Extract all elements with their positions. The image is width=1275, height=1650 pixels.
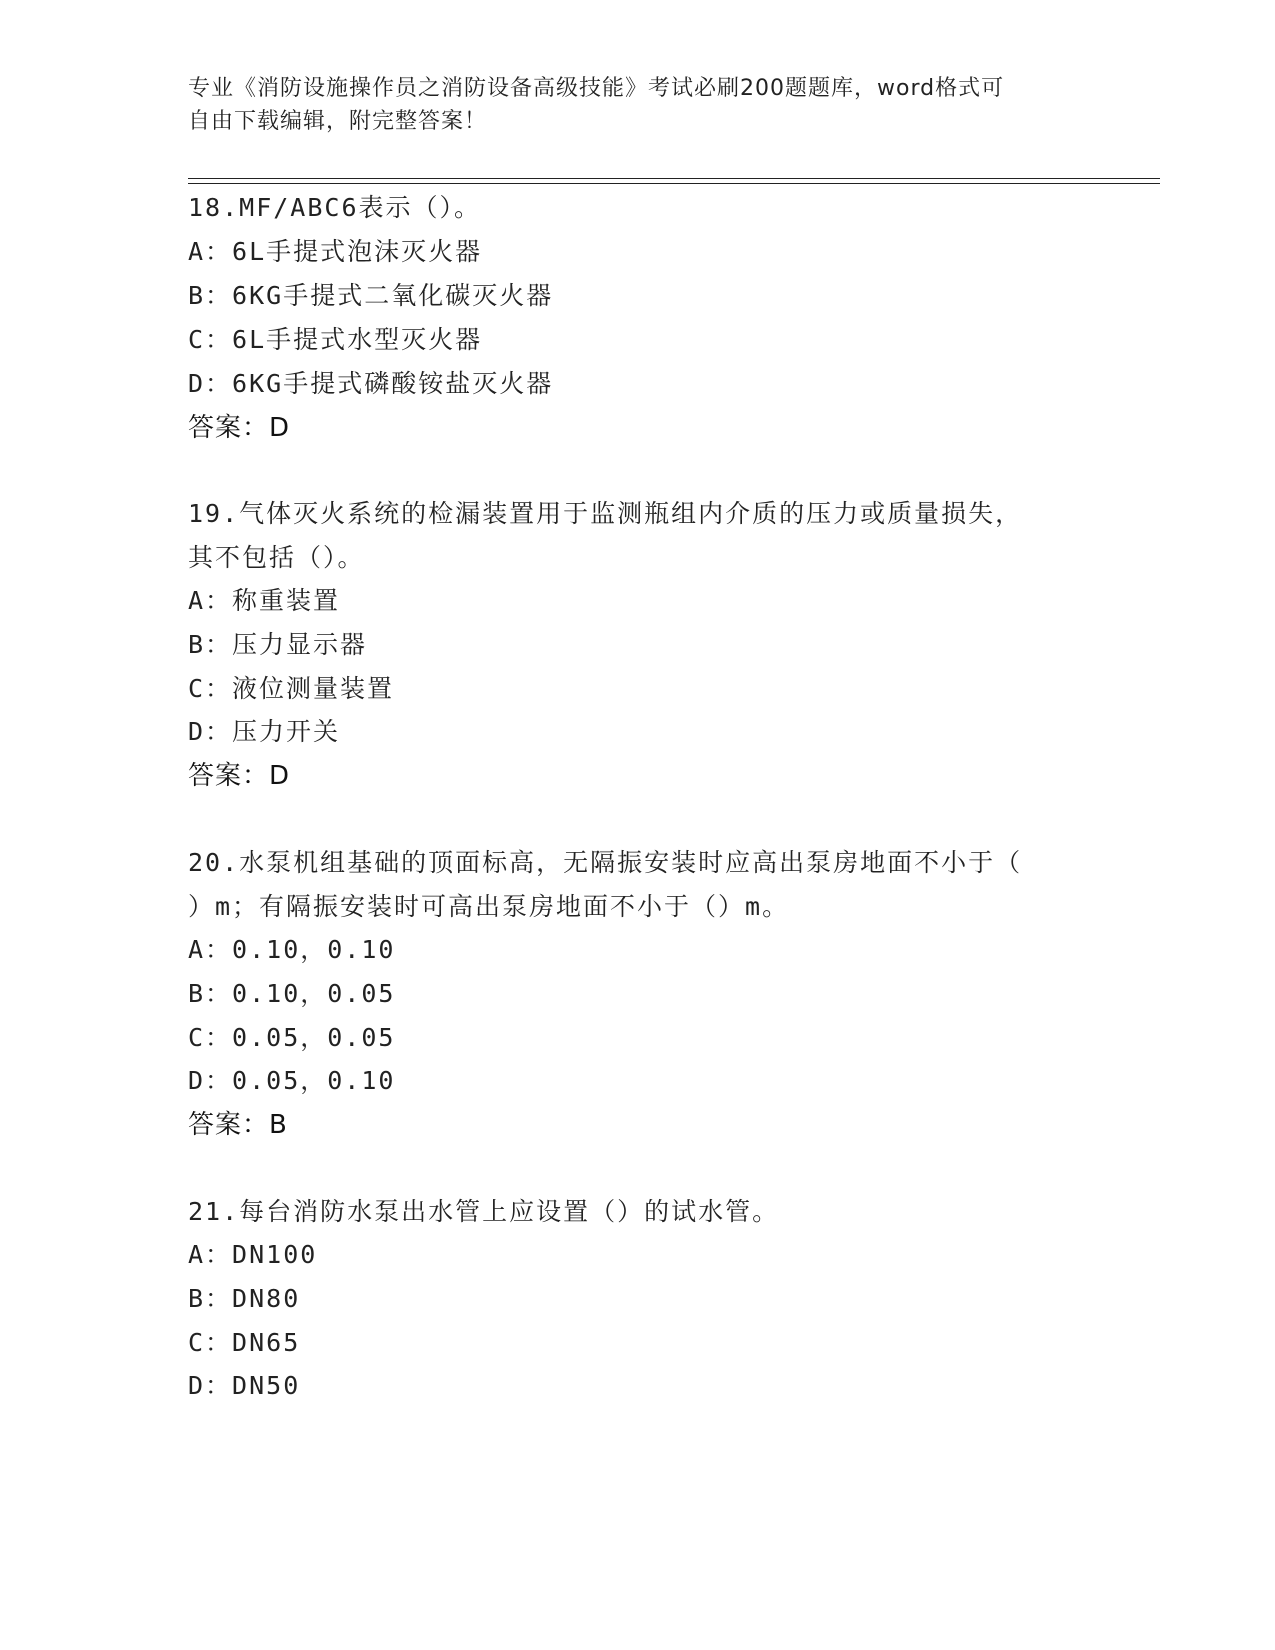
option-a: A：DN100 xyxy=(188,1240,318,1269)
option-d: D：0.05，0.10 xyxy=(188,1066,396,1095)
header-divider-top xyxy=(188,178,1160,179)
header-line-1: 专业《消防设施操作员之消防设备高级技能》考试必刷200题题库，word格式可 xyxy=(188,76,1005,101)
question-stem: 21.每台消防水泵出水管上应设置（）的试水管。 xyxy=(188,1197,780,1226)
answer: 答案：D xyxy=(188,761,291,791)
option-a: A：0.10，0.10 xyxy=(188,935,396,964)
option-a: A：6L手提式泡沫灭火器 xyxy=(188,237,483,266)
option-b: B：压力显示器 xyxy=(188,630,368,659)
answer: 答案：B xyxy=(188,1110,288,1140)
question-stem: 20.水泵机组基础的顶面标高，无隔振安装时应高出泵房地面不小于（ xyxy=(188,848,1023,877)
option-d: D：6KG手提式磷酸铵盐灭火器 xyxy=(188,369,554,398)
question-stem: 18.MF/ABC6表示（）。 xyxy=(188,193,482,222)
answer: 答案：D xyxy=(188,413,291,443)
question-stem-continued: ）m；有隔振安装时可高出泵房地面不小于（）m。 xyxy=(188,892,790,921)
option-d: D：压力开关 xyxy=(188,717,341,746)
header-divider-bottom xyxy=(188,183,1160,184)
option-b: B：0.10，0.05 xyxy=(188,979,396,1008)
question-stem: 19.气体灭火系统的检漏装置用于监测瓶组内介质的压力或质量损失， xyxy=(188,499,1023,528)
header-line-2: 自由下载编辑，附完整答案！ xyxy=(188,109,488,134)
option-d: D：DN50 xyxy=(188,1371,301,1400)
option-a: A：称重装置 xyxy=(188,586,341,615)
option-c: C：6L手提式水型灭火器 xyxy=(188,325,483,354)
option-b: B：6KG手提式二氧化碳灭火器 xyxy=(188,281,554,310)
option-c: C：DN65 xyxy=(188,1328,301,1357)
option-c: C：液位测量装置 xyxy=(188,674,395,703)
option-c: C：0.05，0.05 xyxy=(188,1023,396,1052)
document-header xyxy=(188,72,1068,138)
option-b: B：DN80 xyxy=(188,1284,301,1313)
question-stem-continued: 其不包括（）。 xyxy=(188,543,365,572)
